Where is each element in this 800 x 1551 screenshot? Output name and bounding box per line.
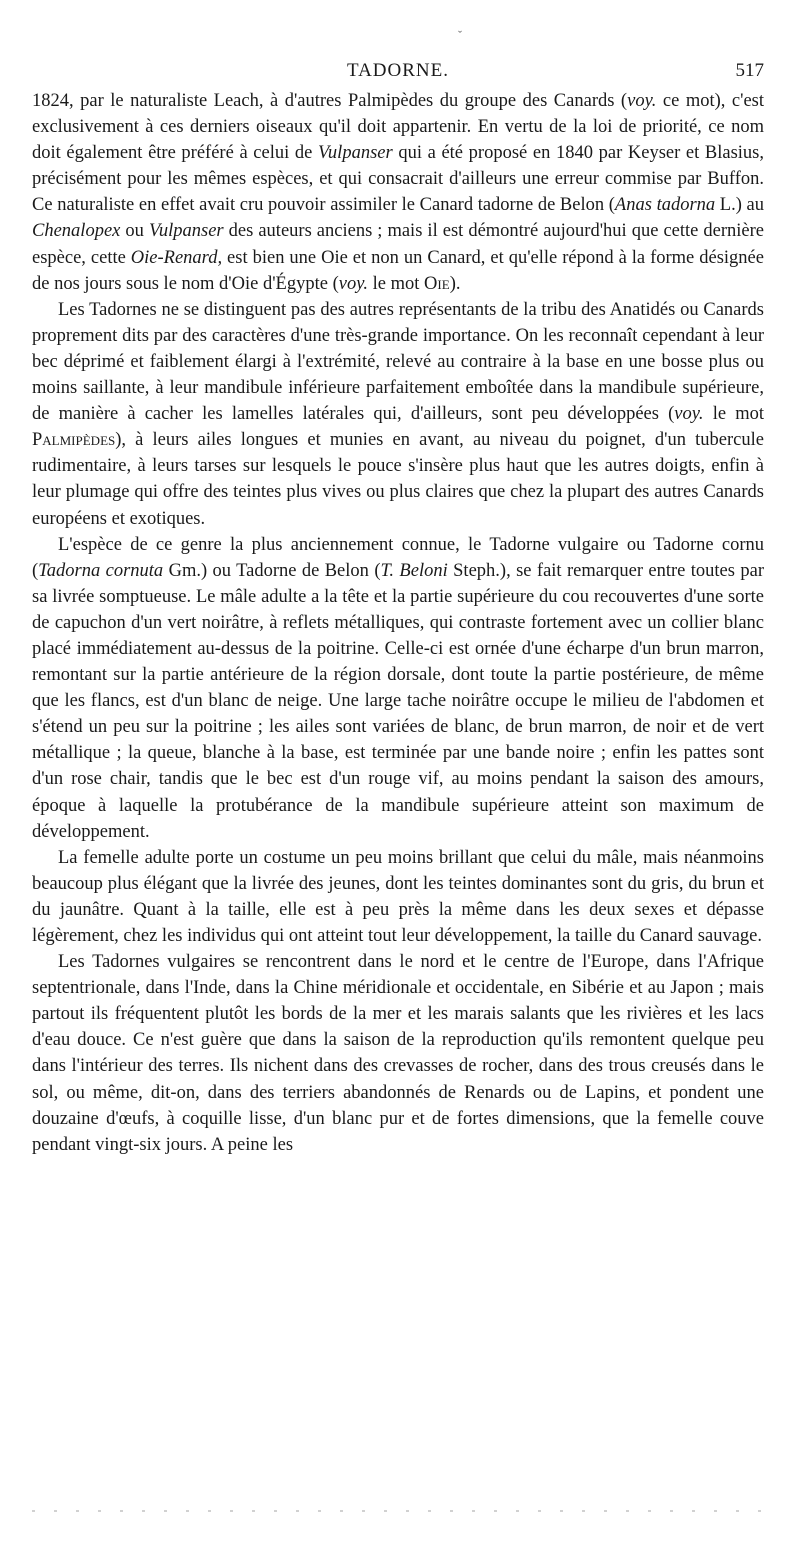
text-run: Gm.) ou Tadorne de Belon ( [163, 560, 381, 581]
text-run: le mot [368, 273, 425, 294]
paragraph-distribution [32, 949, 764, 1158]
text-run: ). [449, 273, 461, 294]
text-run: Les Tadornes ne se distinguent pas des autres représentants de la tribu des Anatidés ou Canards proprement dits par des caractères d'une très-grande importance. On les reconnaît cependant à leur bec déprimé et faiblement élargi à l'extrémité, relevé au contraire à la base en une bosse plus ou moins saillante, à leur mandibule inférieure parfaitement emboîtée dans la mandibule supérieure, de manière à cacher les lamelles latérales qui, d'ailleurs, sont peu développées ( [32, 299, 764, 425]
text-run: des auteurs anciens ; mais il est démontré aujourd'hui que cette dernière espèce, cette [32, 221, 764, 268]
text-run: 1824, par le naturaliste Leach, à d'autres Palmipèdes du groupe des Canards ( [32, 91, 628, 111]
italic-run: Vulpanser [148, 221, 224, 242]
text-run: ou [120, 221, 149, 242]
running-head [32, 58, 764, 88]
italic-run: Chenalopex [32, 221, 121, 242]
text-run: La femelle adulte porte un costume un peu moins brillant que celui du mâle, mais néanmoins beaucoup plus élégant que la livrée des jeunes, dont les teintes dominantes sont du gris, du brun et du jaunâtre. Quant à la taille, elle est à peu près la même dans les deux sexes et dépasse légèrement, chez les individus qui ont atteint tout leur développement, la taille du Canard sauvage. [32, 847, 764, 946]
paragraph-continuation [32, 88, 764, 297]
text-run: ), à leurs ailes longues et munies en avant, au niveau du poignet, d'un tubercule rudimentaire, à leurs tarses sur lesquels le pouce s'insère plus haut que les autres doigts, enfin à leur plumage qui offre des teintes plus vives ou plus claires que chez la plupart des autres Canards européens et exotiques. [32, 430, 764, 529]
text-run: Steph.), se fait remarquer entre toutes par sa livrée somptueuse. Le mâle adulte a la tête et la partie supérieure du cou recouvertes d'une sorte de capuchon d'un vert noirâtre, à reflets métalliques, qui contraste fortement avec un collier blanc placé immédiatement au-dessus de la poitrine. Celle-ci est ornée d'une écharpe d'un brun marron, remontant sur la partie antérieure de la région dorsale, dont toute la partie postérieure, de même que les flancs, est d'un blanc de neige. Une large tache noirâtre occupe le milieu de l'abdomen et s'étend un peu sur la poitrine ; les ailes sont variées de blanc, de brun marron, de noir et de vert métallique ; la queue, blanche à la base, est terminée par une bande noire ; enfin les pattes sont d'un rose chair, tandis que le bec est d'un rouge vif, au moins pendant la saison des amours, époque à laquelle la protubérance de la mandibule supérieure atteint son maximum de développement. [32, 560, 764, 842]
page-title: TADORNE. [347, 60, 449, 81]
text-run: est bien une Oie et non un Canard, et qu'elle répond à la forme désignée de nos jours sous le nom d'Oie d'Égypte ( [32, 247, 764, 294]
page-number: 517 [735, 60, 764, 81]
italic-run: Oie-Renard, [130, 247, 223, 268]
paragraph-species [32, 532, 764, 845]
text-run: le mot [703, 404, 764, 425]
italic-run: T. Beloni [380, 560, 448, 581]
text-run: L.) au [715, 195, 764, 216]
italic-run: Vulpanser [318, 143, 393, 164]
text-run: L'espèce de ce genre la plus anciennement connue, le Tadorne vulgaire ou Tadorne cornu ( [32, 534, 764, 581]
italic-run: Anas tadorna [614, 195, 716, 216]
print-speck: ˇ [458, 28, 462, 42]
book-page [32, 58, 764, 1158]
italic-run: voy. [627, 91, 657, 111]
bottom-print-residue [32, 1510, 764, 1512]
text-run: ce mot), c'est exclusivement à ces derniers oiseaux qu'il doit appartenir. En vertu de la loi de priorité, ce nom doit également être préféré à celui de [32, 91, 764, 164]
text-run: Les Tadornes vulgaires se rencontrent dans le nord et le centre de l'Europe, dans l'Afrique septentrionale, dans l'Inde, dans la Chine méridionale et occidentale, en Sibérie et au Japon ; mais partout ils fréquentent plutôt les bords de la mer et les marais salants que les rivières et les lacs d'eau douce. Ce n'est guère que dans la saison de la reproduction qu'ils remontent quelque peu dans l'intérieur des terres. Ils nichent dans des crevasses de rocher, dans des trous creusés dans le sol, ou même, dit-on, dans des terriers abandonnés de Renards ou de Lapins, et pondent une douzaine d'œufs, à coquille lisse, d'un blanc pur et de fortes dimensions, que la femelle couve pendant vingt-six jours. A peine les [32, 952, 764, 1155]
text-run: qui a été proposé en 1840 par Keyser et Blasius, précisément pour les mêmes espèces, et qui consacrait d'ailleurs une erreur commise par Buffon. Ce naturaliste en effet avait cru pouvoir assimiler le Canard tadorne de Belon ( [32, 143, 765, 216]
small-caps-run: Oie [424, 273, 450, 294]
italic-run: voy. [338, 273, 369, 294]
paragraph-female [32, 845, 764, 949]
article-body [32, 88, 764, 1158]
italic-run: voy. [674, 404, 704, 425]
small-caps-run: Palmipèdes [32, 430, 116, 451]
paragraph-characteristics [32, 297, 764, 532]
italic-run: Tadorna cornuta [38, 560, 164, 581]
